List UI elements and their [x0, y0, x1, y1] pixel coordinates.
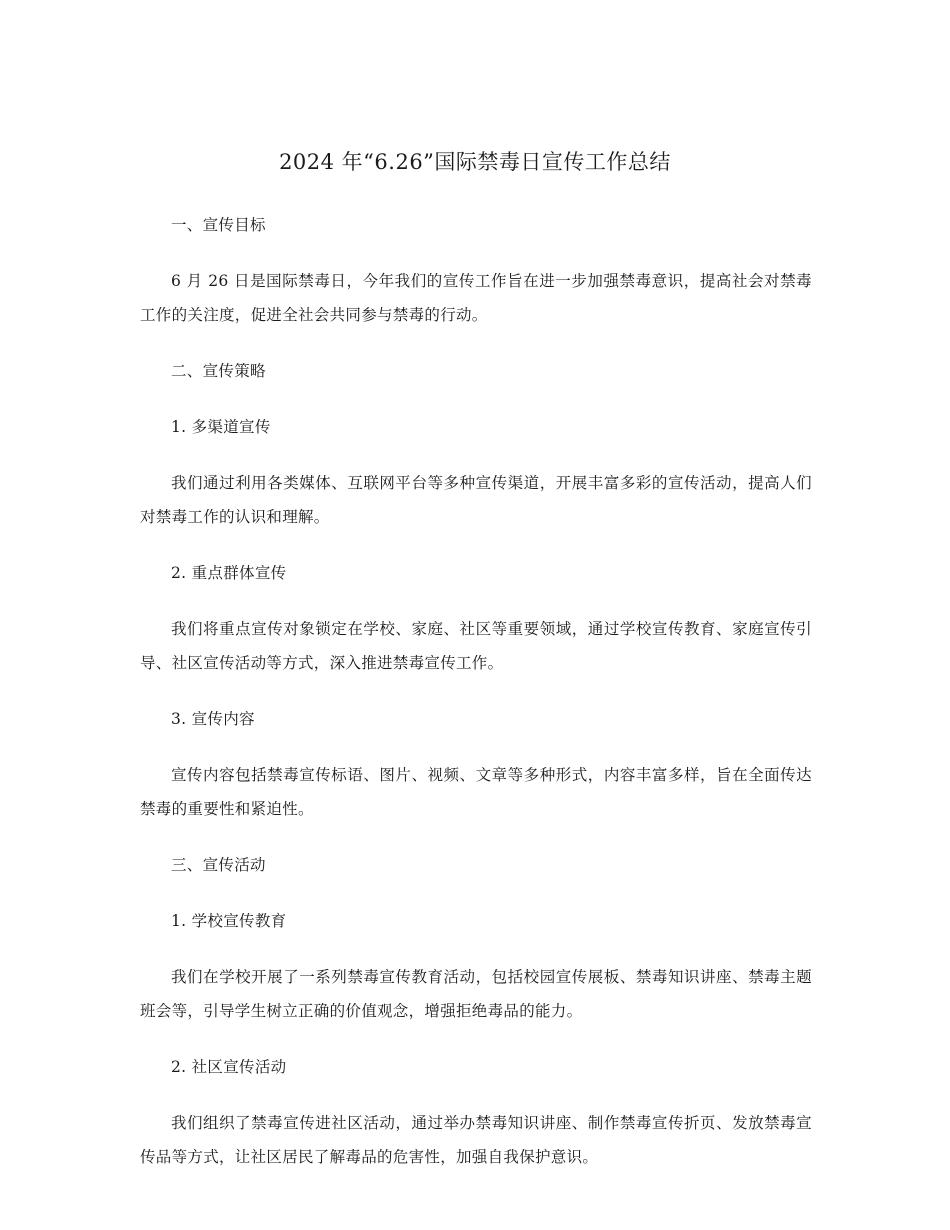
- subheading-community-activities: 2. 社区宣传活动: [171, 1058, 287, 1076]
- subheading-content: 3. 宣传内容: [171, 710, 255, 728]
- section-heading-activities: 三、宣传活动: [171, 856, 266, 874]
- section-heading-strategy: 二、宣传策略: [171, 362, 266, 380]
- subheading-multichannel: 1. 多渠道宣传: [171, 418, 271, 436]
- document-title: 2024 年“6.26”国际禁毒日宣传工作总结: [279, 150, 671, 174]
- section-heading-goals: 一、宣传目标: [171, 216, 266, 234]
- paragraph-content: 宣传内容包括禁毒宣传标语、图片、视频、文章等多种形式，内容丰富多样，旨在全面传达禁毒的重要性和紧迫性。: [140, 766, 812, 818]
- paragraph-multichannel: 我们通过利用各类媒体、互联网平台等多种宣传渠道，开展丰富多彩的宣传活动，提高人们对禁毒工作的认识和理解。: [140, 474, 812, 526]
- subheading-school-education: 1. 学校宣传教育: [171, 912, 287, 930]
- paragraph-goals: 6 月 26 日是国际禁毒日，今年我们的宣传工作旨在进一步加强禁毒意识，提高社会对禁毒工作的关注度，促进全社会共同参与禁毒的行动。: [140, 272, 812, 324]
- paragraph-school-education: 我们在学校开展了一系列禁毒宣传教育活动，包括校园宣传展板、禁毒知识讲座、禁毒主题班会等，引导学生树立正确的价值观念，增强拒绝毒品的能力。: [140, 968, 812, 1020]
- paragraph-community-activities: 我们组织了禁毒宣传进社区活动，通过举办禁毒知识讲座、制作禁毒宣传折页、发放禁毒宣传品等方式，让社区居民了解毒品的危害性，加强自我保护意识。: [140, 1114, 812, 1166]
- paragraph-key-groups: 我们将重点宣传对象锁定在学校、家庭、社区等重要领域，通过学校宣传教育、家庭宣传引导、社区宣传活动等方式，深入推进禁毒宣传工作。: [140, 620, 812, 672]
- document-body: [140, 208, 812, 1196]
- subheading-key-groups: 2. 重点群体宣传: [171, 564, 287, 582]
